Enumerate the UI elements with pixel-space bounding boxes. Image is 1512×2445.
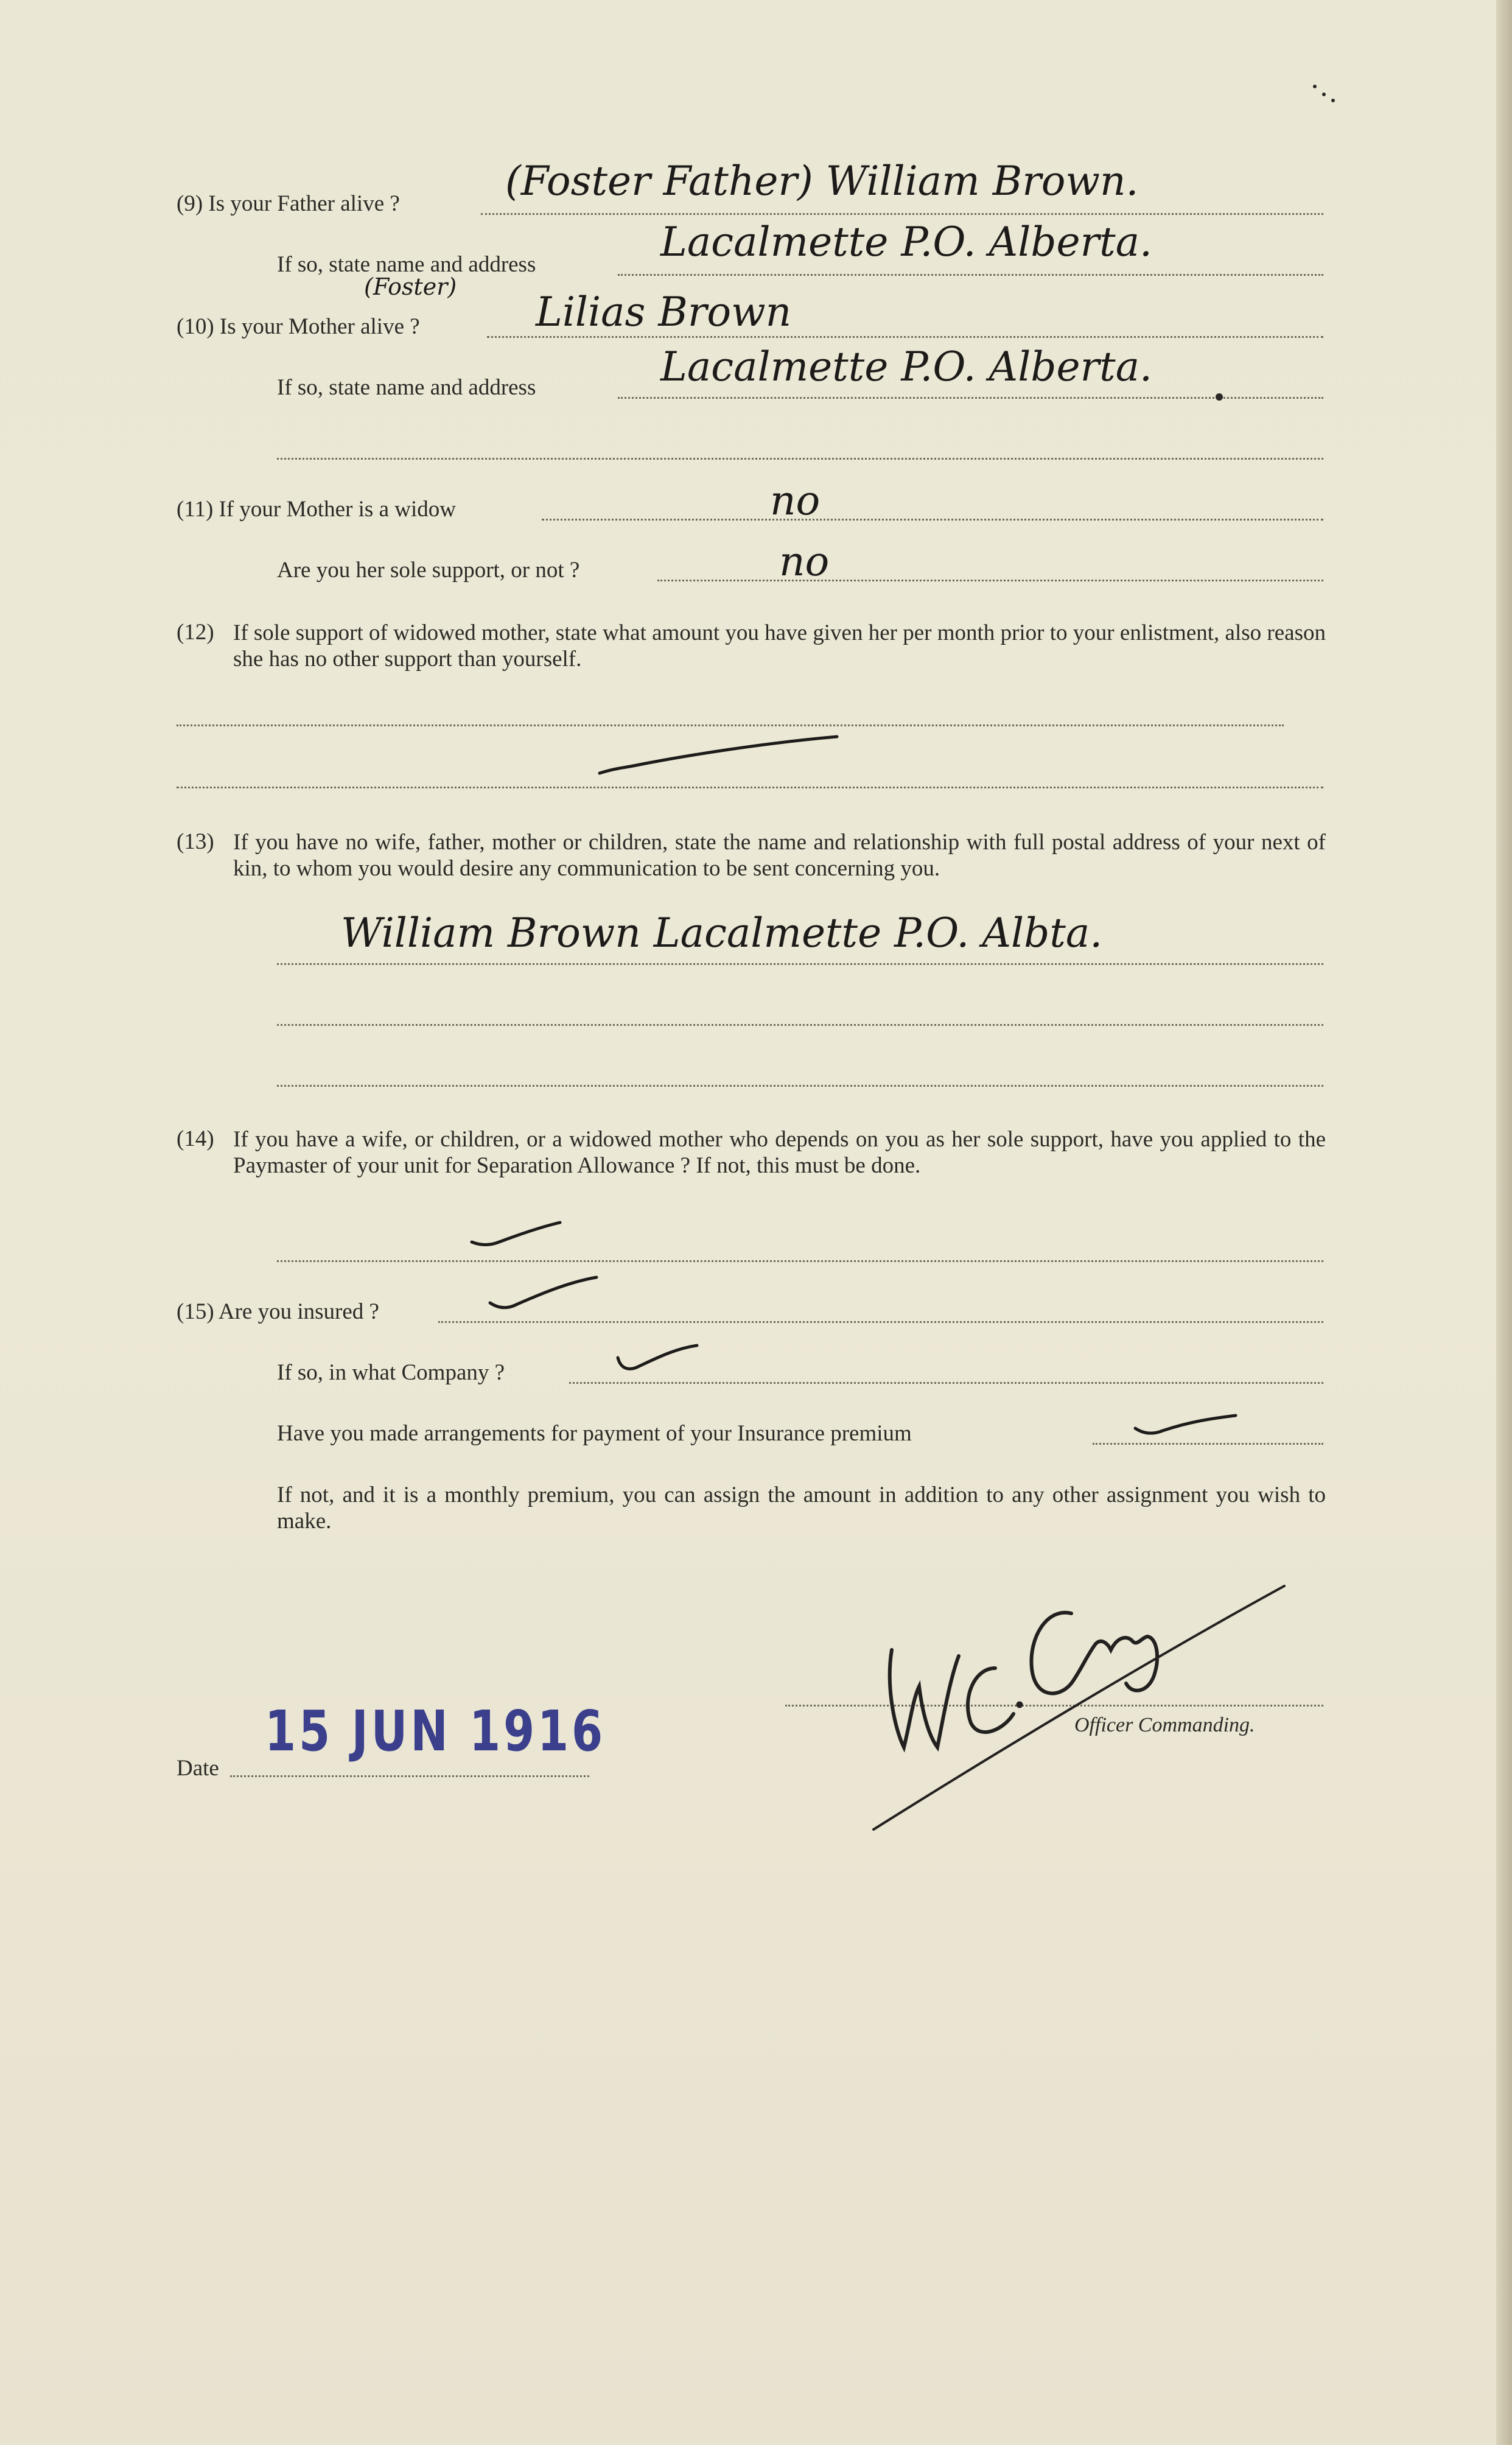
q11-handwritten-answer: no <box>770 477 821 524</box>
q9-handwritten-answer: (Foster Father) William Brown. <box>505 158 1139 205</box>
date-stamp: 15 JUN 1916 <box>265 1699 606 1764</box>
q9-label: (9) Is your Father alive ? <box>177 191 400 216</box>
q12-number: (12) <box>177 620 214 645</box>
q15-label: (15) Are you insured ? <box>177 1299 379 1324</box>
q10-foster-annotation: (Foster) <box>364 273 457 300</box>
q11-handwritten-support: no <box>779 538 830 585</box>
q15-premium-check-stroke <box>1135 1415 1236 1433</box>
q13-handwritten-answer: William Brown Lacalmette P.O. Albta. <box>341 910 1103 956</box>
q10-handwritten-address: Lacalmette P.O. Alberta. <box>660 343 1153 390</box>
q15-company-check-stroke <box>618 1345 697 1369</box>
q14-number: (14) <box>177 1126 214 1151</box>
q11-label: (11) If your Mother is a widow <box>177 497 456 522</box>
q15-check-stroke <box>490 1277 597 1308</box>
q12-check-stroke <box>600 737 837 773</box>
q14-check-stroke <box>472 1222 560 1245</box>
q10-follow-up-label: If so, state name and address <box>277 375 536 400</box>
q9-handwritten-address: Lacalmette P.O. Alberta. <box>660 219 1153 265</box>
q13-text: If you have no wife, father, mother or children, state the name and relationship with full postal address of your next of kin, to whom you would desire any communication to be sent concerning you. <box>233 830 1326 881</box>
q9-follow-up-label: If so, state name and address <box>277 252 536 277</box>
q10-handwritten-answer: Lilias Brown <box>536 289 792 335</box>
q12-text: If sole support of widowed mother, state what amount you have given her per month prior to your enlistment, also reason she has no other support than yourself. <box>233 620 1326 672</box>
officer-commanding-label: Officer Commanding. <box>1074 1714 1255 1736</box>
q11-follow-up-label: Are you her sole support, or not ? <box>277 558 580 583</box>
q10-label: (10) Is your Mother alive ? <box>177 314 420 339</box>
q15-note: If not, and it is a monthly premium, you can assign the amount in addition to any other assignment you wish to make. <box>277 1482 1326 1534</box>
q14-text: If you have a wife, or children, or a widowed mother who depends on you as her sole support, have you applied to the Paymaster of your unit for Separation Allowance ? If not, this must be done. <box>233 1127 1326 1178</box>
date-label: Date <box>177 1756 219 1781</box>
officer-signature <box>873 1586 1284 1829</box>
q13-number: (13) <box>177 829 214 854</box>
q15-company-label: If so, in what Company ? <box>277 1360 505 1385</box>
q15-premium-label: Have you made arrangements for payment of your Insurance premium <box>277 1421 912 1446</box>
